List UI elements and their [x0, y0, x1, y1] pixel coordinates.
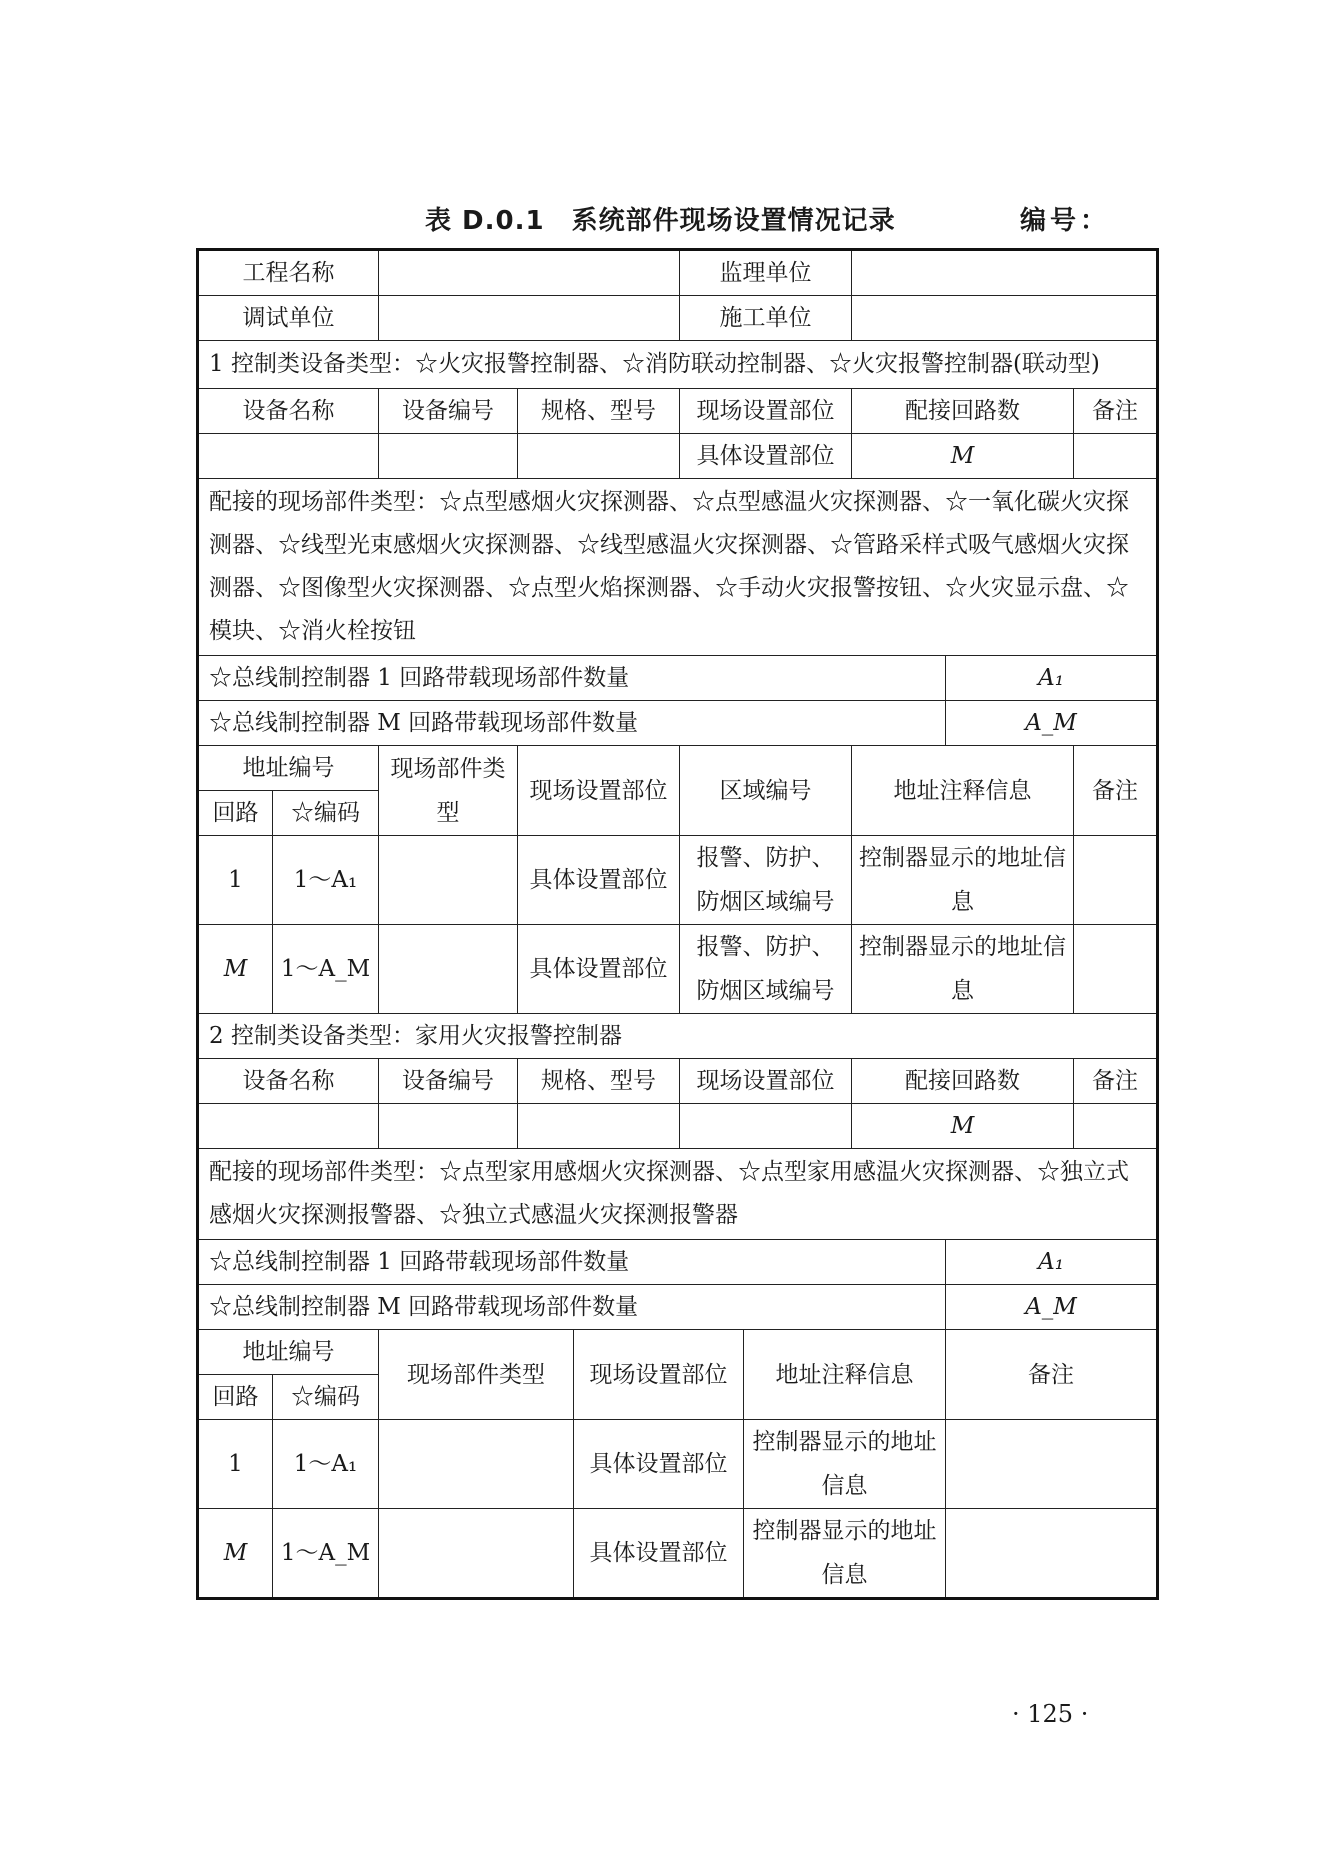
device-model-cell [518, 1104, 680, 1149]
section2-count1-row [198, 1240, 1158, 1285]
loop-header: 回路 [198, 1375, 273, 1420]
loop-cell: 1 [198, 836, 273, 925]
addr-number-header: 地址编号 [198, 746, 379, 791]
note-info-cell: 控制器显示的地址信息 [852, 925, 1074, 1014]
section1-addr-row-1 [198, 836, 1158, 925]
device-location-cell [680, 1104, 852, 1149]
remark-cell [1074, 836, 1158, 925]
section2-type-text: 2 控制类设备类型：家用火灾报警控制器 [198, 1014, 1158, 1059]
part-type-cell [379, 1420, 574, 1509]
supervision-unit-label: 监理单位 [680, 250, 852, 296]
device-number-header: 设备编号 [379, 389, 518, 434]
debug-unit-label: 调试单位 [198, 296, 379, 341]
location-cell: 具体设置部位 [574, 1420, 744, 1509]
location-cell: 具体设置部位 [574, 1509, 744, 1599]
count1-label: ☆总线制控制器 1 回路带载现场部件数量 [198, 656, 946, 701]
code-header: ☆编码 [273, 1375, 379, 1420]
remark-cell [946, 1420, 1158, 1509]
device-number-cell [379, 434, 518, 479]
section1-addr-header-1 [198, 746, 1158, 791]
device-remark-header: 备注 [1074, 389, 1158, 434]
section1-count1-row [198, 656, 1158, 701]
section2-countM-row [198, 1285, 1158, 1330]
section1-parts-text: 配接的现场部件类型：☆点型感烟火灾探测器、☆点型感温火灾探测器、☆一氧化碳火灾探测器、☆线型光束感烟火灾探测器、☆线型感温火灾探测器、☆管路采样式吸气感烟火灾探测器、☆图像型火灾探测器、☆点型火焰探测器、☆手动火灾报警按钮、☆火灾显示盘、☆模块、☆消火栓按钮 [198, 479, 1158, 656]
section2-parts-text: 配接的现场部件类型：☆点型家用感烟火灾探测器、☆点型家用感温火灾探测器、☆独立式感烟火灾探测报警器、☆独立式感温火灾探测报警器 [198, 1149, 1158, 1240]
code-cell: 1～A_M [273, 1509, 379, 1599]
note-info-cell: 控制器显示的地址信息 [852, 836, 1074, 925]
loop-cell: M [198, 1509, 273, 1599]
section1-type-row [198, 341, 1158, 389]
section2-addr-row-M [198, 1509, 1158, 1599]
note-info-cell: 控制器显示的地址信息 [744, 1509, 946, 1599]
device-name-header: 设备名称 [198, 1059, 379, 1104]
note-info-header: 地址注释信息 [852, 746, 1074, 836]
project-row [198, 250, 1158, 296]
section1-countM-row [198, 701, 1158, 746]
countM-value: A_M [946, 701, 1158, 746]
page-number: · 125 · [1012, 1700, 1089, 1728]
code-cell: 1～A₁ [273, 836, 379, 925]
loop-cell: M [198, 925, 273, 1014]
zone-cell: 报警、防护、防烟区域编号 [680, 836, 852, 925]
loop-header: 回路 [198, 791, 273, 836]
section2-addr-row-1 [198, 1420, 1158, 1509]
supervision-unit-value [852, 250, 1158, 296]
record-number-label: 编号： [1020, 206, 1111, 236]
section2-parts-row [198, 1149, 1158, 1240]
part-type-cell [379, 836, 518, 925]
part-type-cell [379, 1509, 574, 1599]
device-name-header: 设备名称 [198, 389, 379, 434]
construction-unit-label: 施工单位 [680, 296, 852, 341]
remark-header: 备注 [1074, 746, 1158, 836]
project-name-label: 工程名称 [198, 250, 379, 296]
device-location-header: 现场设置部位 [680, 389, 852, 434]
location-header: 现场设置部位 [518, 746, 680, 836]
count1-value: A₁ [946, 656, 1158, 701]
count1-value: A₁ [946, 1240, 1158, 1285]
zone-header: 区域编号 [680, 746, 852, 836]
count1-label: ☆总线制控制器 1 回路带载现场部件数量 [198, 1240, 946, 1285]
countM-value: A_M [946, 1285, 1158, 1330]
device-model-cell [518, 434, 680, 479]
section1-device-row [198, 434, 1158, 479]
section1-parts-row [198, 479, 1158, 656]
part-type-header: 现场部件类型 [379, 746, 518, 836]
device-loops-header: 配接回路数 [852, 1059, 1074, 1104]
debug-unit-value [379, 296, 680, 341]
device-loops-cell: M [852, 434, 1074, 479]
device-remark-cell [1074, 434, 1158, 479]
device-number-cell [379, 1104, 518, 1149]
device-model-header: 规格、型号 [518, 1059, 680, 1104]
countM-label: ☆总线制控制器 M 回路带载现场部件数量 [198, 701, 946, 746]
table-title: 表 D.0.1 系统部件现场设置情况记录 [425, 206, 896, 236]
part-type-header: 现场部件类型 [379, 1330, 574, 1420]
project-name-value [379, 250, 680, 296]
section1-device-header [198, 389, 1158, 434]
device-location-cell: 具体设置部位 [680, 434, 852, 479]
location-header: 现场设置部位 [574, 1330, 744, 1420]
code-cell: 1～A₁ [273, 1420, 379, 1509]
remark-cell [1074, 925, 1158, 1014]
loop-cell: 1 [198, 1420, 273, 1509]
section2-device-row [198, 1104, 1158, 1149]
device-model-header: 规格、型号 [518, 389, 680, 434]
location-cell: 具体设置部位 [518, 836, 680, 925]
device-remark-cell [1074, 1104, 1158, 1149]
note-info-cell: 控制器显示的地址信息 [744, 1420, 946, 1509]
section2-type-row [198, 1014, 1158, 1059]
location-cell: 具体设置部位 [518, 925, 680, 1014]
section2-device-header [198, 1059, 1158, 1104]
remark-header: 备注 [946, 1330, 1158, 1420]
device-name-cell [198, 1104, 379, 1149]
addr-number-header: 地址编号 [198, 1330, 379, 1375]
section1-addr-row-M [198, 925, 1158, 1014]
device-remark-header: 备注 [1074, 1059, 1158, 1104]
note-info-header: 地址注释信息 [744, 1330, 946, 1420]
remark-cell [946, 1509, 1158, 1599]
device-loops-cell: M [852, 1104, 1074, 1149]
construction-unit-value [852, 296, 1158, 341]
section1-type-text: 1 控制类设备类型：☆火灾报警控制器、☆消防联动控制器、☆火灾报警控制器(联动型) [198, 341, 1158, 389]
countM-label: ☆总线制控制器 M 回路带载现场部件数量 [198, 1285, 946, 1330]
code-cell: 1～A_M [273, 925, 379, 1014]
record-table [196, 248, 1159, 1600]
device-loops-header: 配接回路数 [852, 389, 1074, 434]
code-header: ☆编码 [273, 791, 379, 836]
table-heading [0, 200, 1323, 240]
section2-addr-header-1 [198, 1330, 1158, 1375]
device-location-header: 现场设置部位 [680, 1059, 852, 1104]
device-number-header: 设备编号 [379, 1059, 518, 1104]
debug-row [198, 296, 1158, 341]
zone-cell: 报警、防护、防烟区域编号 [680, 925, 852, 1014]
part-type-cell [379, 925, 518, 1014]
device-name-cell [198, 434, 379, 479]
